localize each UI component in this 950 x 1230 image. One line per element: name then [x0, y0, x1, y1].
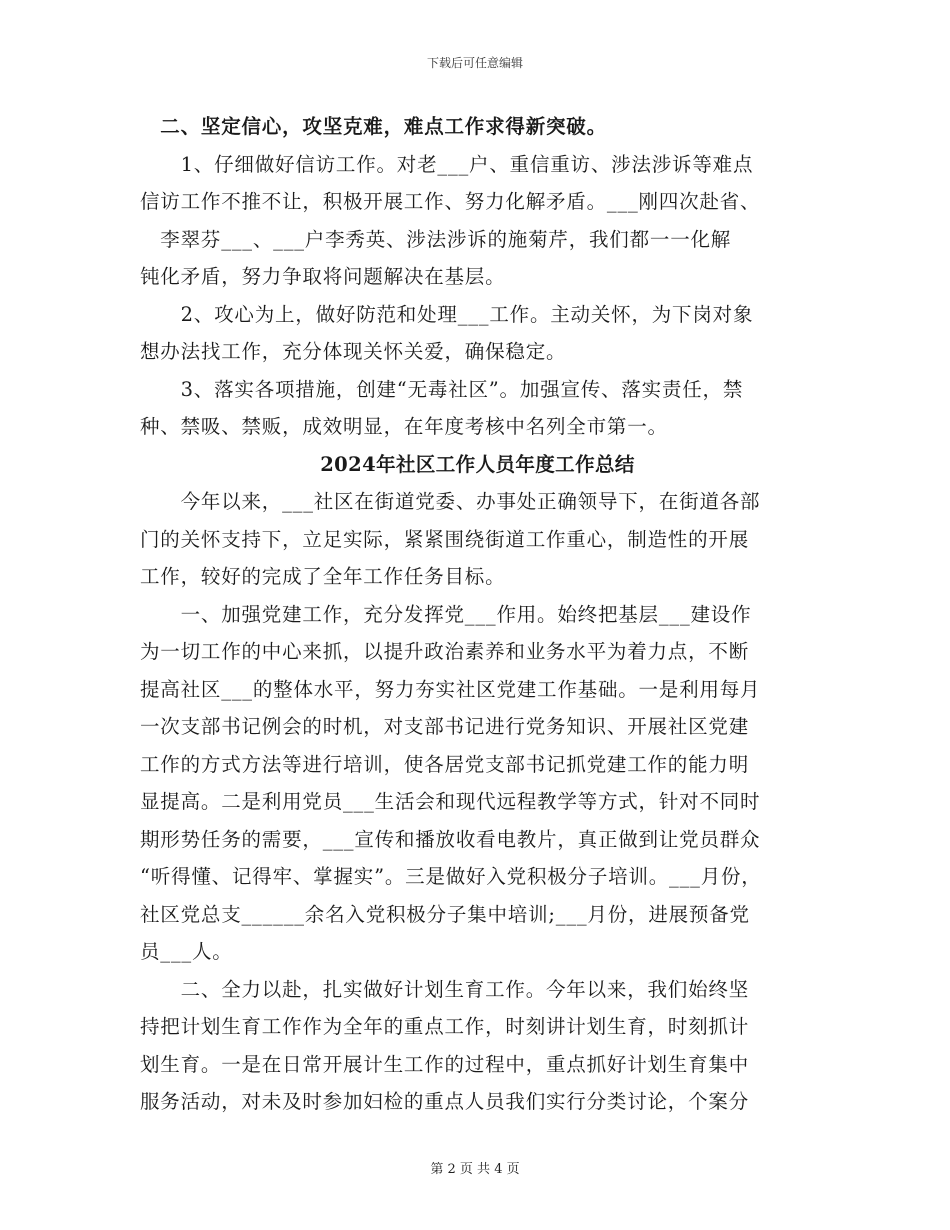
text-line: 持把计划生育工作作为全年的重点工作，时刻讲计划生育，时刻抓计 [140, 1015, 750, 1038]
text-line: 显提高。二是利用党员___生活会和现代远程教学等方式，针对不同时 [140, 790, 761, 813]
text-line: 李翠芬___、___户李秀英、涉法涉诉的施菊芹，我们都一一化解 [140, 227, 732, 251]
text-line: 工作的方式方法等进行培训，使各居党支部书记抓党建工作的能力明 [140, 752, 750, 776]
text-line: 员___人。 [140, 940, 233, 963]
text-line: 钝化矛盾，努力争取将问题解决在基层。 [140, 265, 506, 288]
text-line: 划生育。一是在日常开展计生工作的过程中，重点抓好计划生育集中 [140, 1052, 750, 1076]
text-line: 社区党总支______余名入党积极分子集中培训;___月份，进展预备党 [140, 902, 750, 926]
text-line: 为一切工作的中心来抓，以提升政治素养和业务水平为着力点，不断 [140, 640, 750, 663]
text-line: 1、仔细做好信访工作。对老___户、重信重访、涉法涉诉等难点 [140, 152, 754, 176]
text-line: 工作，较好的完成了全年工作任务目标。 [140, 565, 506, 588]
text-line: 门的关怀支持下，立足实际，紧紧围绕街道工作重心，制造性的开展 [140, 527, 750, 551]
text-line: 信访工作不推不让，积极开展工作、努力化解矛盾。___刚四次赴省、 [140, 190, 761, 213]
text-line: 服务活动，对未及时参加妇检的重点人员我们实行分类讨论，个案分 [140, 1090, 750, 1113]
text-line: 提高社区___的整体水平，努力夯实社区党建工作基础。一是利用每月 [140, 677, 761, 701]
text-line: 3、落实各项措施，创建“无毒社区”。加强宣传、落实责任，禁 [140, 377, 744, 401]
page-header-note: 下载后可任意编辑 [426, 56, 523, 70]
text-line: 期形势任务的需要，___宣传和播放收看电教片，真正做到让党员群众 [140, 827, 761, 851]
text-line: 2、攻心为上，做好防范和处理___工作。主动关怀，为下岗对象 [140, 302, 754, 326]
text-line: “听得懂、记得牢、掌握实”。三是做好入党积极分子培训。___月份， [140, 865, 762, 888]
text-line: 种、禁吸、禁贩，成效明显，在年度考核中名列全市第一。 [140, 415, 668, 438]
text-line: 一、加强党建工作，充分发挥党___作用。始终把基层___建设作 [140, 602, 752, 626]
text-line: 今年以来，___社区在街道党委、办事处正确领导下，在街道各部 [140, 490, 761, 513]
section-title: 2024年社区工作人员年度工作总结 [320, 452, 635, 476]
section-heading: 二、坚定信心，攻坚克难，难点工作求得新突破。 [140, 115, 607, 138]
text-line: 二、全力以赴，扎实做好计划生育工作。今年以来，我们始终坚 [140, 977, 750, 1001]
page-footer: 第 2 页 共 4 页 [430, 1162, 520, 1177]
text-line: 想办法找工作，充分体现关怀关爱，确保稳定。 [140, 340, 567, 363]
document-body [140, 108, 815, 1121]
text-line: 一次支部书记例会的时机，对支部书记进行党务知识、开展社区党建 [140, 715, 750, 738]
